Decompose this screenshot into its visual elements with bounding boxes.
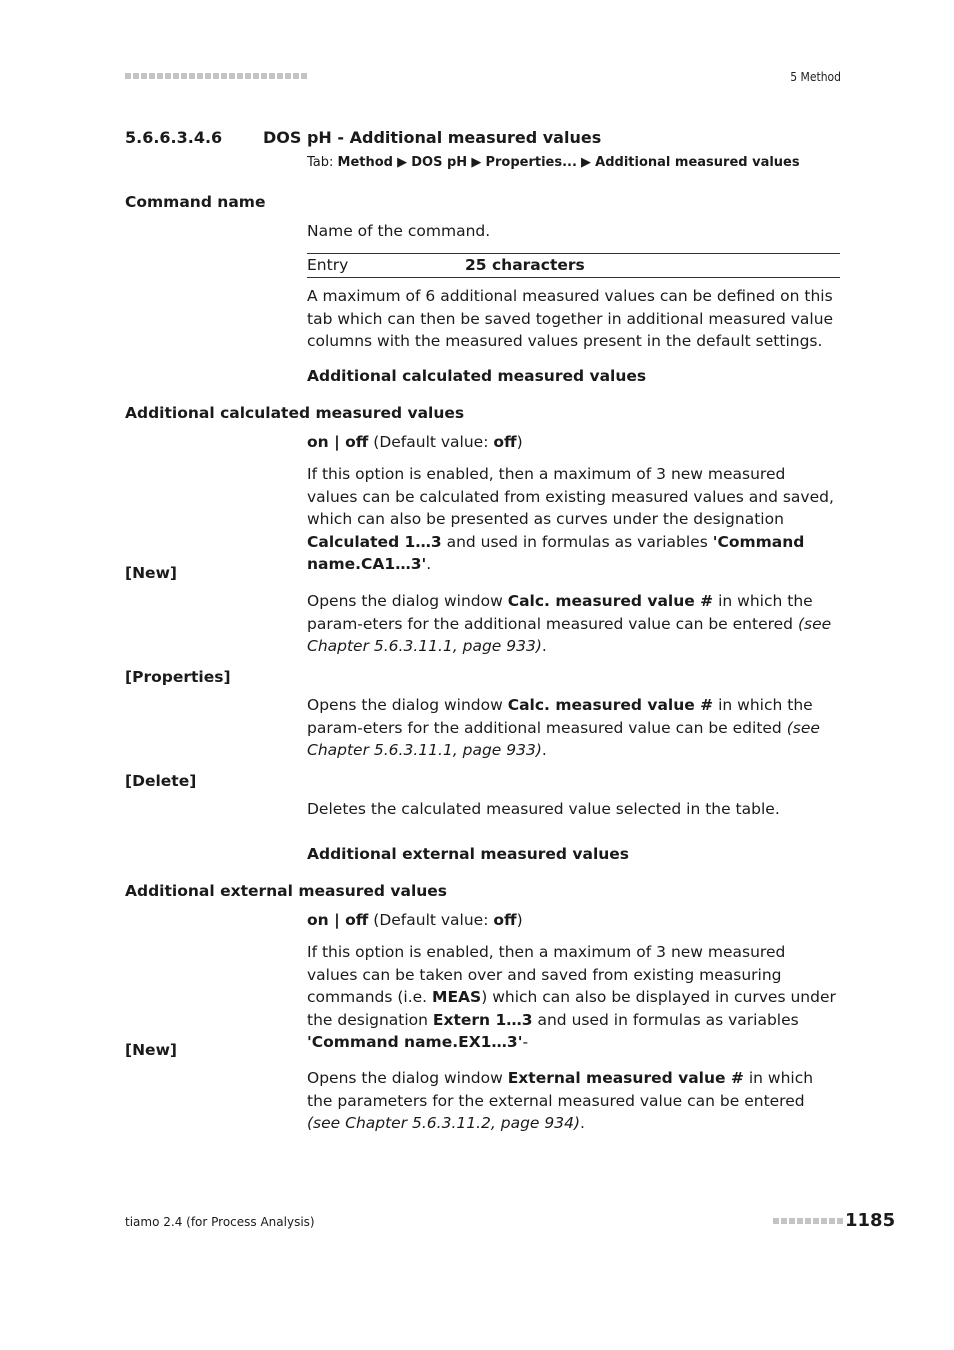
- page-number: 1185: [845, 1210, 896, 1231]
- footer-product: tiamo 2.4 (for Process Analysis): [125, 1215, 315, 1229]
- ext-new-label: [New]: [125, 1041, 177, 1059]
- footer-decoration: [773, 1218, 843, 1224]
- entry-label: Entry: [307, 256, 349, 274]
- command-name-label: Command name: [125, 193, 266, 211]
- tab-path: Tab: Method ▶ DOS pH ▶ Properties... ▶ Additional measured values: [307, 155, 800, 170]
- section-title: DOS pH - Additional measured values: [263, 128, 602, 147]
- entry-value: 25 characters: [465, 256, 585, 274]
- calc-delete-label: [Delete]: [125, 772, 197, 790]
- header-chapter: 5 Method: [790, 70, 841, 84]
- command-name-desc: Name of the command.: [307, 222, 491, 240]
- calc-properties-desc: Opens the dialog window Calc. measured value # in which the param-eters for the additional measured value can be edited (see Chapter 5.6.3.11.1, page 933).: [307, 696, 820, 759]
- calc-properties-label: [Properties]: [125, 668, 231, 686]
- calc-onoff: on | off (Default value: off): [307, 433, 523, 451]
- ext-desc: If this option is enabled, then a maximum of 3 new measured values can be taken over and saved from existing measuring commands (i.e. MEAS) which can also be displayed in curves under the designation Extern 1…3 and used in formulas as variables 'Command name.EX1…3'-: [307, 943, 836, 1051]
- ext-subheading: Additional external measured values: [307, 845, 630, 863]
- section-number: 5.6.6.3.4.6: [125, 128, 223, 147]
- entry-table: [307, 253, 840, 278]
- header-decoration: [125, 73, 307, 79]
- command-name-note: A maximum of 6 additional measured values can be defined on this tab which can then be saved together in additional measured value columns with the measured values present in the default settings.: [307, 287, 834, 350]
- calc-new-label: [New]: [125, 564, 177, 582]
- calc-desc: If this option is enabled, then a maximum of 3 new measured values can be calculated from existing measured values and saved, which can also be presented as curves under the designation Calculated 1…3 and used in formulas as variables 'Command name.CA1…3'.: [307, 465, 834, 573]
- ext-onoff: on | off (Default value: off): [307, 911, 523, 929]
- ext-new-desc: Opens the dialog window External measured value # in which the parameters for the external measured value can be entered (see Chapter 5.6.3.11.2, page 934).: [307, 1069, 814, 1132]
- calc-new-desc: Opens the dialog window Calc. measured value # in which the param-eters for the additional measured value can be entered (see Chapter 5.6.3.11.1, page 933).: [307, 592, 832, 655]
- ext-label: Additional external measured values: [125, 882, 448, 900]
- calc-subheading: Additional calculated measured values: [307, 367, 647, 385]
- calc-label: Additional calculated measured values: [125, 404, 465, 422]
- calc-delete-desc: Deletes the calculated measured value selected in the table.: [307, 800, 780, 818]
